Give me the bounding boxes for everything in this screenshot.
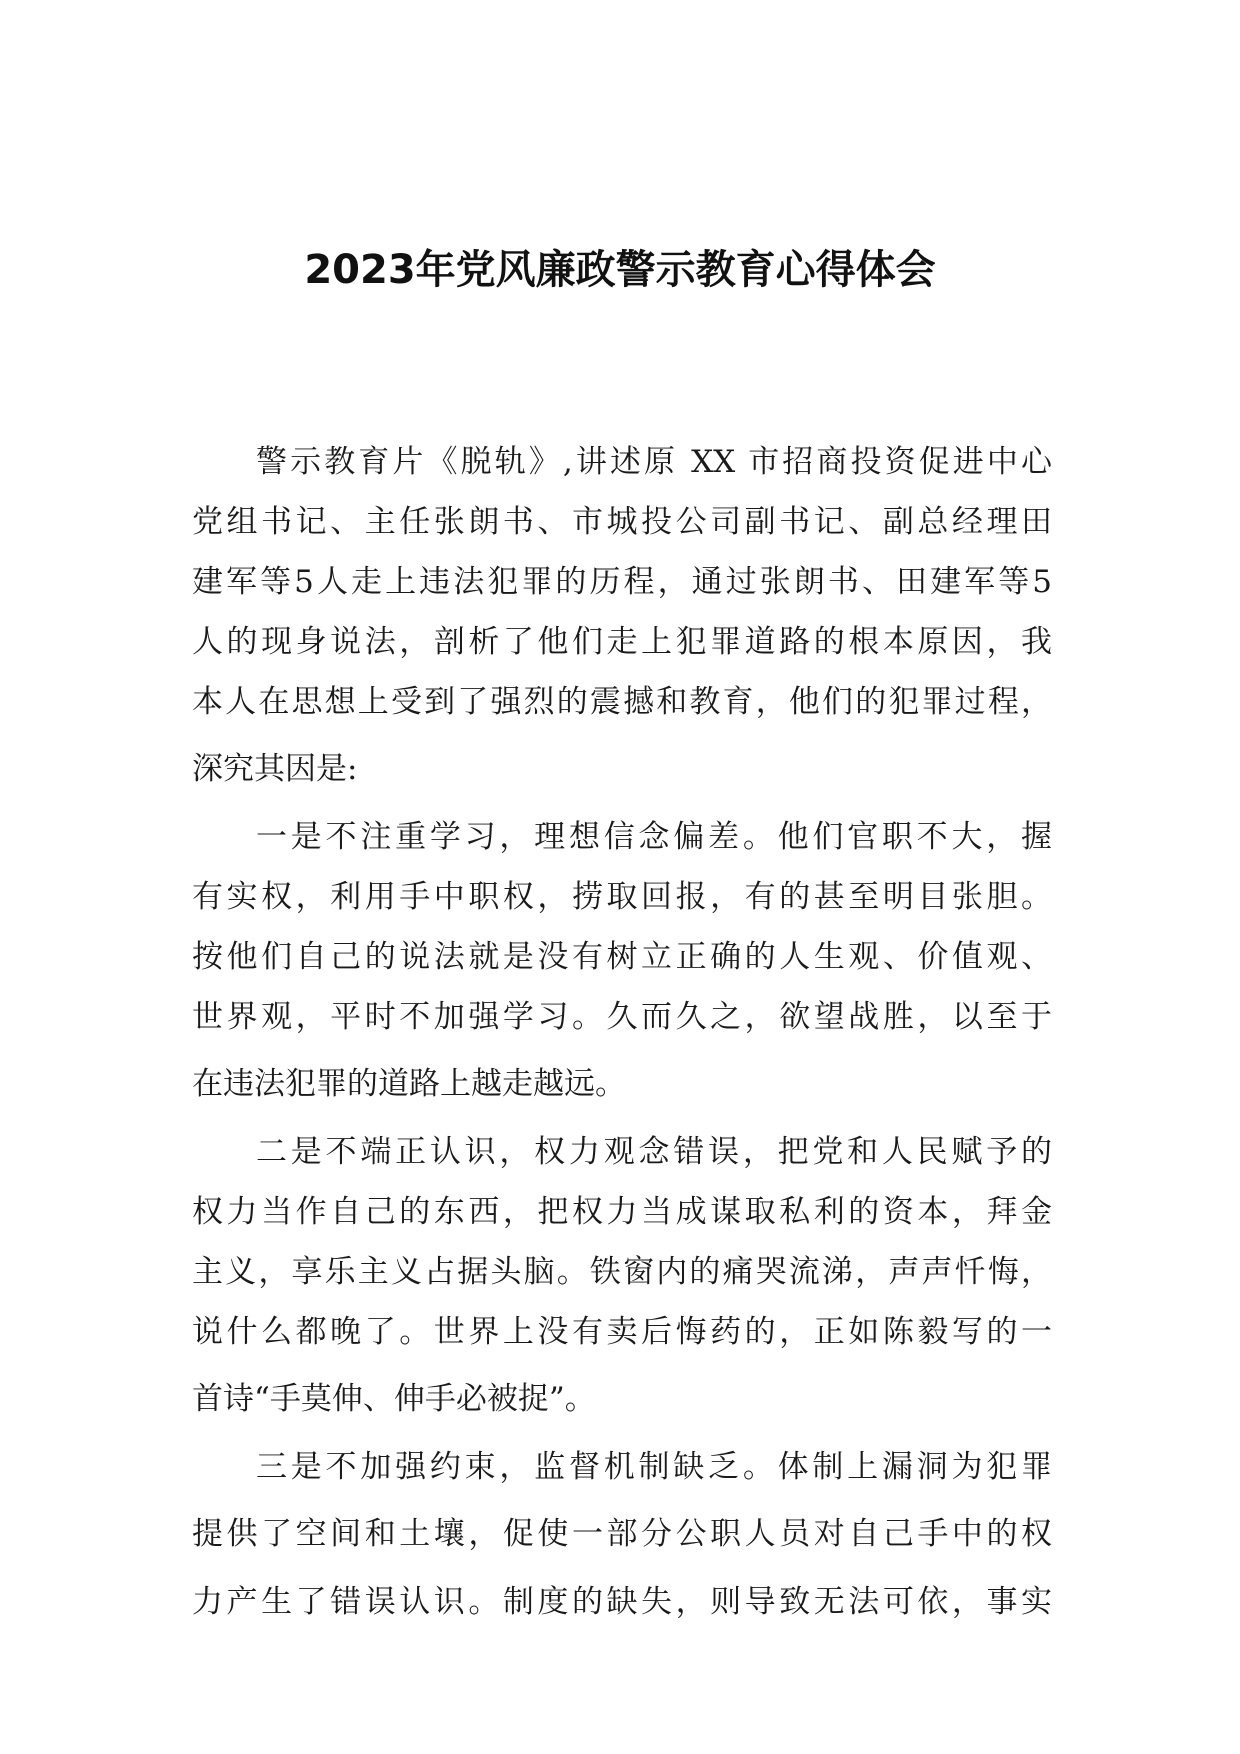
text-line: 有实权，利用手中职权，捞取回报，有的甚至明目张胆。: [192, 879, 1052, 915]
text-line: 党组书记、主任张朗书、市城投公司副书记、副总经理田: [192, 504, 1052, 540]
text-line: 人的现身说法，剖析了他们走上犯罪道路的根本原因，我: [192, 624, 1052, 660]
text-line: 提供了空间和土壤，促使一部分公职人员对自己手中的权: [192, 1516, 1052, 1552]
text-line: 建军等5人走上违法犯罪的历程，通过张朗书、田建军等5: [192, 564, 1052, 600]
text-line: 深究其因是:: [192, 751, 358, 787]
document-title: 2023年党风廉政警示教育心得体会: [304, 247, 936, 293]
text-line: 说什么都晚了。世界上没有卖后悔药的，正如陈毅写的一: [192, 1314, 1052, 1350]
document-body: [192, 432, 1052, 1632]
text-line: 本人在思想上受到了强烈的震撼和教育，他们的犯罪过程，: [192, 684, 1052, 720]
text-line: 主义，享乐主义占据头脑。铁窗内的痛哭流涕，声声忏悔，: [192, 1254, 1052, 1290]
text-line: 按他们自己的说法就是没有树立正确的人生观、价值观、: [192, 939, 1052, 975]
text-line: 二是不端正认识，权力观念错误，把党和人民赋予的: [256, 1134, 1052, 1170]
text-line: 警示教育片《脱轨》,讲述原 XX 市招商投资促进中心: [256, 444, 1052, 480]
paragraph-4: [192, 1437, 1052, 1632]
text-line: 权力当作自己的东西，把权力当成谋取私利的资本，拜金: [192, 1194, 1052, 1230]
text-line: 首诗“手莫伸、伸手必被捉”。: [192, 1381, 596, 1417]
text-line: 力产生了错误认识。制度的缺失，则导致无法可依，事实: [192, 1584, 1052, 1620]
paragraph-1: [192, 432, 1052, 807]
text-line: 三是不加强约束，监督机制缺乏。体制上漏洞为犯罪: [256, 1449, 1052, 1485]
text-line: 世界观，平时不加强学习。久而久之，欲望战胜，以至于: [192, 999, 1052, 1035]
text-line: 在违法犯罪的道路上越走越远。: [192, 1066, 626, 1102]
paragraph-3: [192, 1122, 1052, 1437]
paragraph-2: [192, 807, 1052, 1122]
text-line: 一是不注重学习，理想信念偏差。他们官职不大，握: [256, 819, 1052, 855]
